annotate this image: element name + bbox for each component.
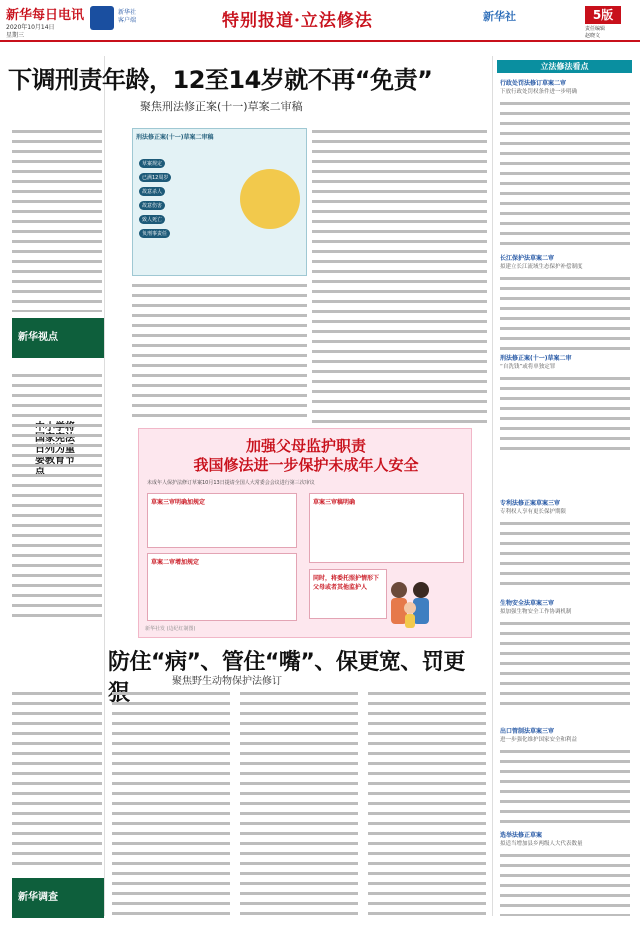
sidebar-title: 立法修法看点 xyxy=(497,60,632,73)
side-article-vertical-title: 中小学将国家宪法日列为重要教育节点 xyxy=(35,422,75,477)
article1-column-middle xyxy=(132,282,307,422)
article2-column xyxy=(12,690,102,872)
infographic-lead: 未成年人保护法修订草案10月13日提请全国人大常委会会议进行第三次审议 xyxy=(147,480,315,486)
infographic-card: 草案三审稿明确 xyxy=(309,493,464,563)
infographic-card: 草案三审明确加规定 xyxy=(147,493,297,548)
child-protection-infographic xyxy=(138,428,472,638)
article1-subhead: 聚焦刑法修正案(十一)草案二审稿 xyxy=(140,100,303,113)
sidebar-item: 长江保护法草案二审 拟建立长江流域生态保护补偿制度 xyxy=(500,255,583,270)
newspaper-brand: 新华每日电讯 xyxy=(6,8,85,23)
app-logo-icon xyxy=(90,6,114,30)
sidebar-text xyxy=(500,852,630,916)
infographic-pill: 负刑事责任 xyxy=(139,229,170,238)
article1-infographic: 刑法修正案(十一)草案二审稿 草案规定 已满12周岁 故意杀人 故意伤害 致人死亡 负刑事责任 xyxy=(132,128,307,276)
article2-column xyxy=(368,690,486,916)
infographic-pill: 草案规定 xyxy=(139,159,165,168)
sidebar-item: 生物安全法草案三审 拟加强生物安全工作协调机制 xyxy=(500,600,572,615)
infographic-pill: 已满12周岁 xyxy=(139,173,171,182)
side-article-column xyxy=(12,372,102,622)
sidebar-text xyxy=(500,748,630,828)
family-illustration-icon xyxy=(359,574,463,630)
editor-credit: 责任编辑 赵晓文 xyxy=(585,26,606,39)
sidebar-item: 专利法修正案草案三审 专利权人享有更长保护期限 xyxy=(500,500,567,515)
page-number-badge: 5版 xyxy=(585,6,621,24)
sidebar-text xyxy=(500,275,630,355)
infographic-pill: 故意杀人 xyxy=(139,187,165,196)
article1-column xyxy=(12,128,102,312)
article1-headline: 下调刑责年龄，12至14岁就不再“免责” xyxy=(8,66,433,94)
app-logo-text: 新华社 客户端 xyxy=(118,9,137,24)
nms-logo: 新华社 xyxy=(483,10,516,23)
article1-column-right xyxy=(312,128,487,424)
infographic-card: 同时，将委托照护情形下父母或者其他监护人 xyxy=(309,569,387,619)
xinhua-diaocha-banner: 新华调查 xyxy=(12,878,104,918)
masthead xyxy=(0,0,640,42)
sidebar-item: 出口管制法草案三审 进一步强化维护国家安全和利益 xyxy=(500,728,578,743)
sidebar-text xyxy=(500,520,630,590)
infographic-pill: 故意伤害 xyxy=(139,201,165,210)
section-title: 特别报道·立法修法 xyxy=(222,11,373,31)
infographic-title: 加强父母监护职责 我国修法进一步保护未成年人安全 xyxy=(193,437,419,474)
sidebar-text xyxy=(500,100,630,250)
column-divider xyxy=(104,56,105,916)
column-divider xyxy=(492,56,493,916)
sidebar-text xyxy=(500,620,630,710)
issue-date: 2020年10月14日 星期三 xyxy=(6,24,55,39)
illustration-icon xyxy=(240,169,300,229)
article2-subhead: 聚焦野生动物保护法修订 xyxy=(172,676,282,687)
infographic-source: 新华社发 (边纪红制图) xyxy=(145,626,196,632)
sidebar-text xyxy=(500,375,630,455)
article2-column xyxy=(112,690,230,916)
sidebar-item: 选举法修正草案 拟适当增加县乡两级人大代表数量 xyxy=(500,832,583,847)
xinhua-shidian-banner: 新华视点 xyxy=(12,318,104,358)
article2-headline: 防住“病”、管住“嘴”、保更宽、罚更狠 xyxy=(108,650,465,706)
infographic-card: 草案二审增加规定 xyxy=(147,553,297,621)
article2-column xyxy=(240,690,358,916)
sidebar-item: 行政处罚法修订草案二审 下放行政处罚权条件进一步明确 xyxy=(500,80,578,95)
infographic-pill: 致人死亡 xyxy=(139,215,165,224)
sidebar-item: 刑法修正案(十一)草案二审 “自洗钱”或将单独定罪 xyxy=(500,355,572,370)
